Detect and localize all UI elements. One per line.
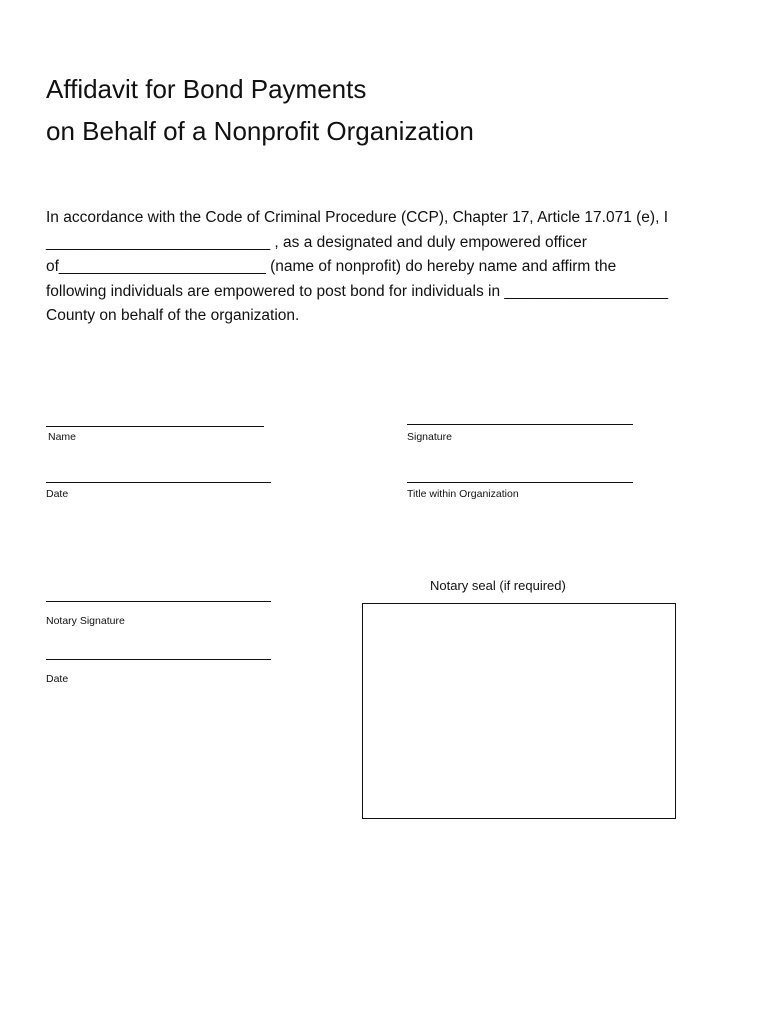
notary-signature-label: Notary Signature — [46, 615, 125, 627]
document-title — [46, 68, 474, 152]
notary-date-field-line[interactable] — [46, 659, 271, 660]
title-line-1: Affidavit for Bond Payments — [46, 74, 367, 104]
name-label: Name — [48, 431, 77, 443]
notary-seal-caption: Notary seal (if required) — [430, 578, 566, 593]
signature-label: Signature — [407, 431, 452, 443]
affidavit-statement — [46, 206, 726, 329]
date-label: Date — [46, 488, 69, 500]
title-line-2: on Behalf of a Nonprofit Organization — [46, 116, 474, 146]
title-within-organization-label: Title within Organization — [407, 488, 519, 500]
notary-date-label: Date — [46, 673, 69, 685]
statement-line-2[interactable]: __________________________ , as a designated and duly empowered officer — [46, 233, 587, 251]
notary-signature-field-line[interactable] — [46, 601, 271, 602]
statement-line-5: County on behalf of the organization. — [46, 307, 300, 324]
notary-seal-box — [362, 603, 676, 819]
date-field-line[interactable] — [46, 482, 271, 483]
name-field-line[interactable] — [46, 426, 264, 427]
title-field-line[interactable] — [407, 482, 633, 483]
statement-line-3[interactable]: of________________________ (name of nonprofit) do hereby name and affirm the — [46, 258, 617, 275]
statement-line-1: In accordance with the Code of Criminal Procedure (CCP), Chapter 17, Article 17.071 (e), I — [46, 209, 669, 226]
signature-field-line[interactable] — [407, 424, 633, 425]
statement-line-4[interactable]: following individuals are empowered to post bond for individuals in ___________________ — [46, 282, 669, 300]
